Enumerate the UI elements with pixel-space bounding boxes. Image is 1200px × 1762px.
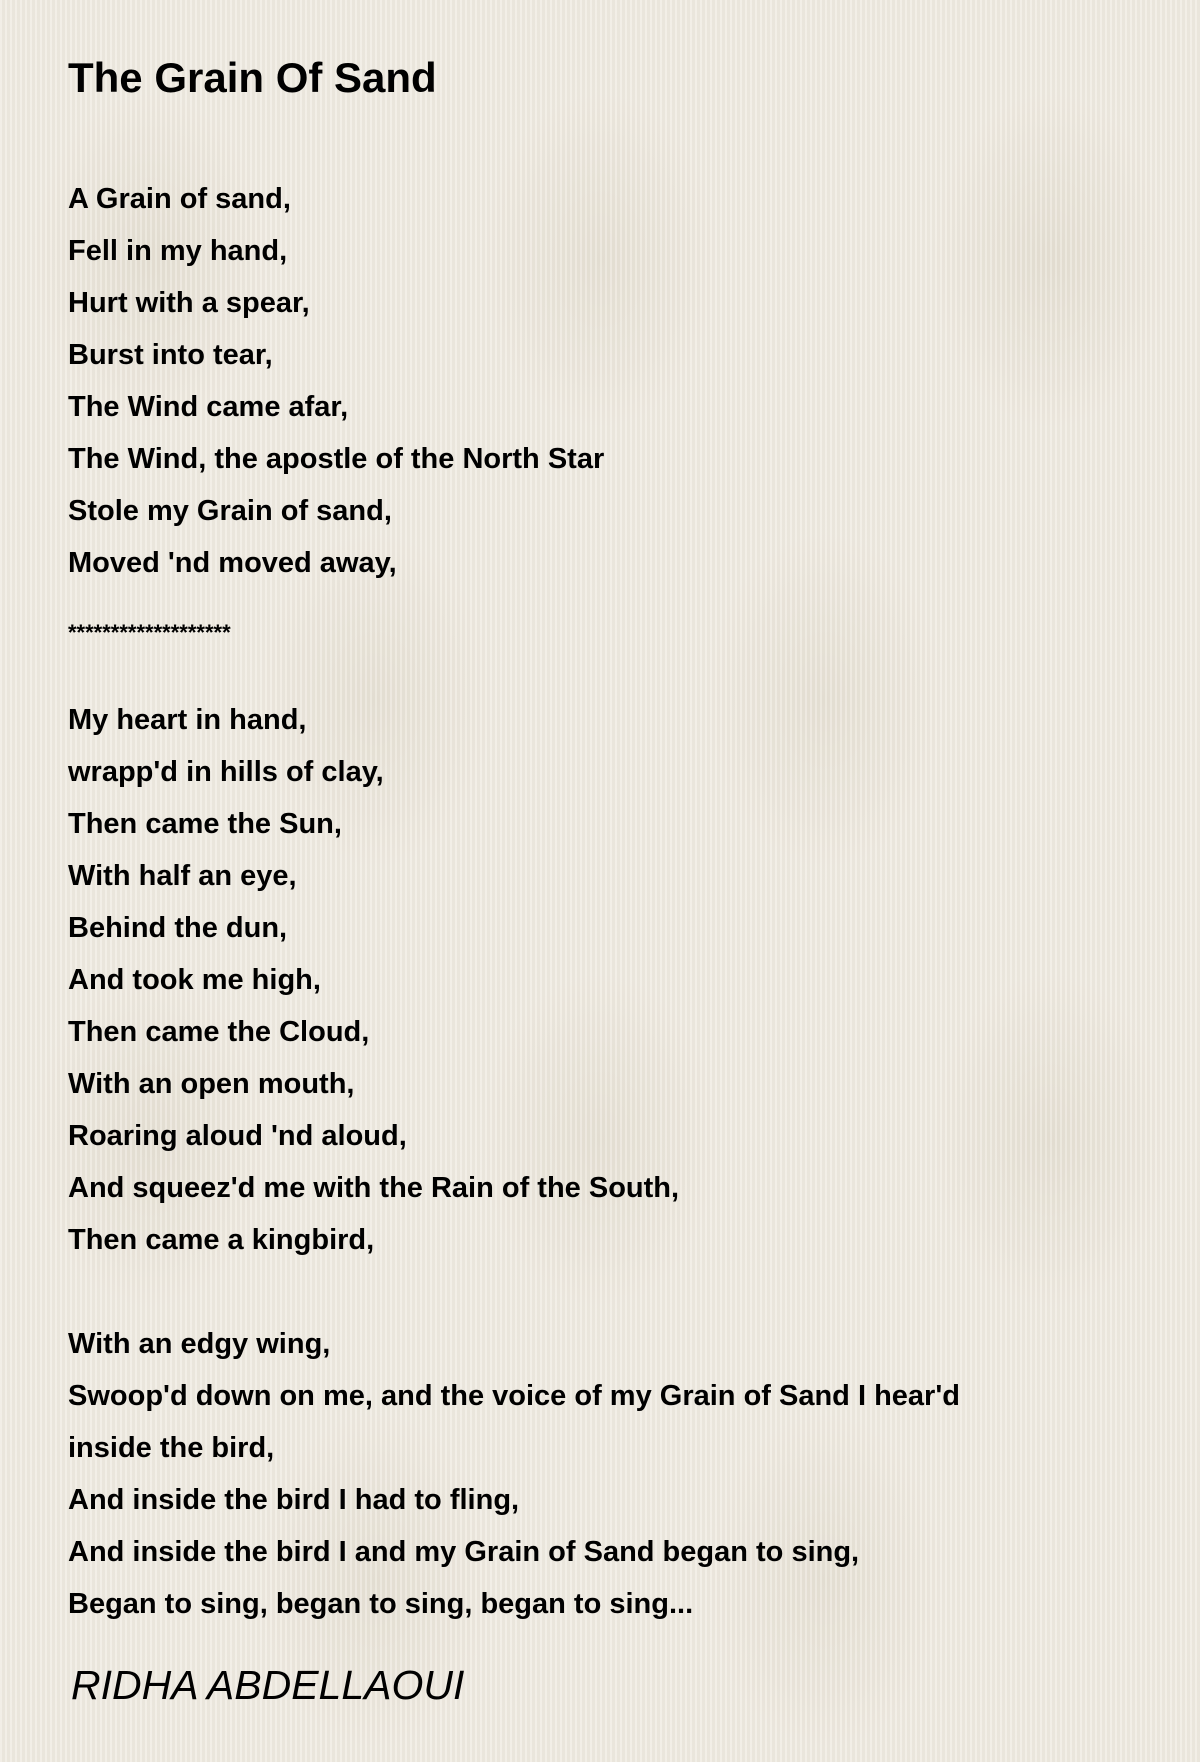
poem-line: The Wind, the apostle of the North Star — [68, 443, 605, 475]
poem-line: And squeez'd me with the Rain of the South, — [68, 1172, 680, 1204]
poem-line: With half an eye, — [68, 860, 297, 892]
poem-line: wrapp'd in hills of clay, — [68, 756, 384, 788]
poem-line: With an open mouth, — [68, 1068, 355, 1100]
poem-line: And took me high, — [68, 964, 321, 996]
poem-line: A Grain of sand, — [68, 183, 291, 215]
poem-line: My heart in hand, — [68, 704, 307, 736]
poem-line: Fell in my hand, — [68, 235, 288, 267]
stanza-3 — [68, 1318, 960, 1630]
stanza-1 — [68, 173, 604, 589]
poem-line: And inside the bird I and my Grain of Sand began to sing, — [68, 1536, 860, 1568]
poem-line: Then came the Sun, — [68, 808, 342, 840]
poem-line: Burst into tear, — [68, 339, 273, 371]
stanza-2 — [68, 694, 679, 1266]
poem-line: Stole my Grain of sand, — [68, 495, 392, 527]
stanza-separator: ******************* — [68, 620, 231, 645]
poem-line: Roaring aloud 'nd aloud, — [68, 1120, 407, 1152]
poem-line: Hurt with a spear, — [68, 287, 310, 319]
poem-line: Then came the Cloud, — [68, 1016, 370, 1048]
poem-line: And inside the bird I had to fling, — [68, 1484, 520, 1516]
poem-line: Moved 'nd moved away, — [68, 547, 397, 579]
poem-title: The Grain Of Sand — [68, 54, 437, 101]
poem-line: Began to sing, began to sing, began to sing... — [68, 1588, 694, 1620]
poem-line: The Wind came afar, — [68, 391, 349, 423]
poem-line: With an edgy wing, — [68, 1328, 331, 1360]
poem-line: Behind the dun, — [68, 912, 288, 944]
poem-author: RIDHA ABDELLAOUI — [71, 1662, 465, 1708]
poem-line: inside the bird, — [68, 1432, 275, 1464]
poem-line: Swoop'd down on me, and the voice of my Grain of Sand I hear'd — [68, 1380, 960, 1412]
poem-container — [68, 48, 1148, 1620]
poem-line: Then came a kingbird, — [68, 1224, 375, 1256]
